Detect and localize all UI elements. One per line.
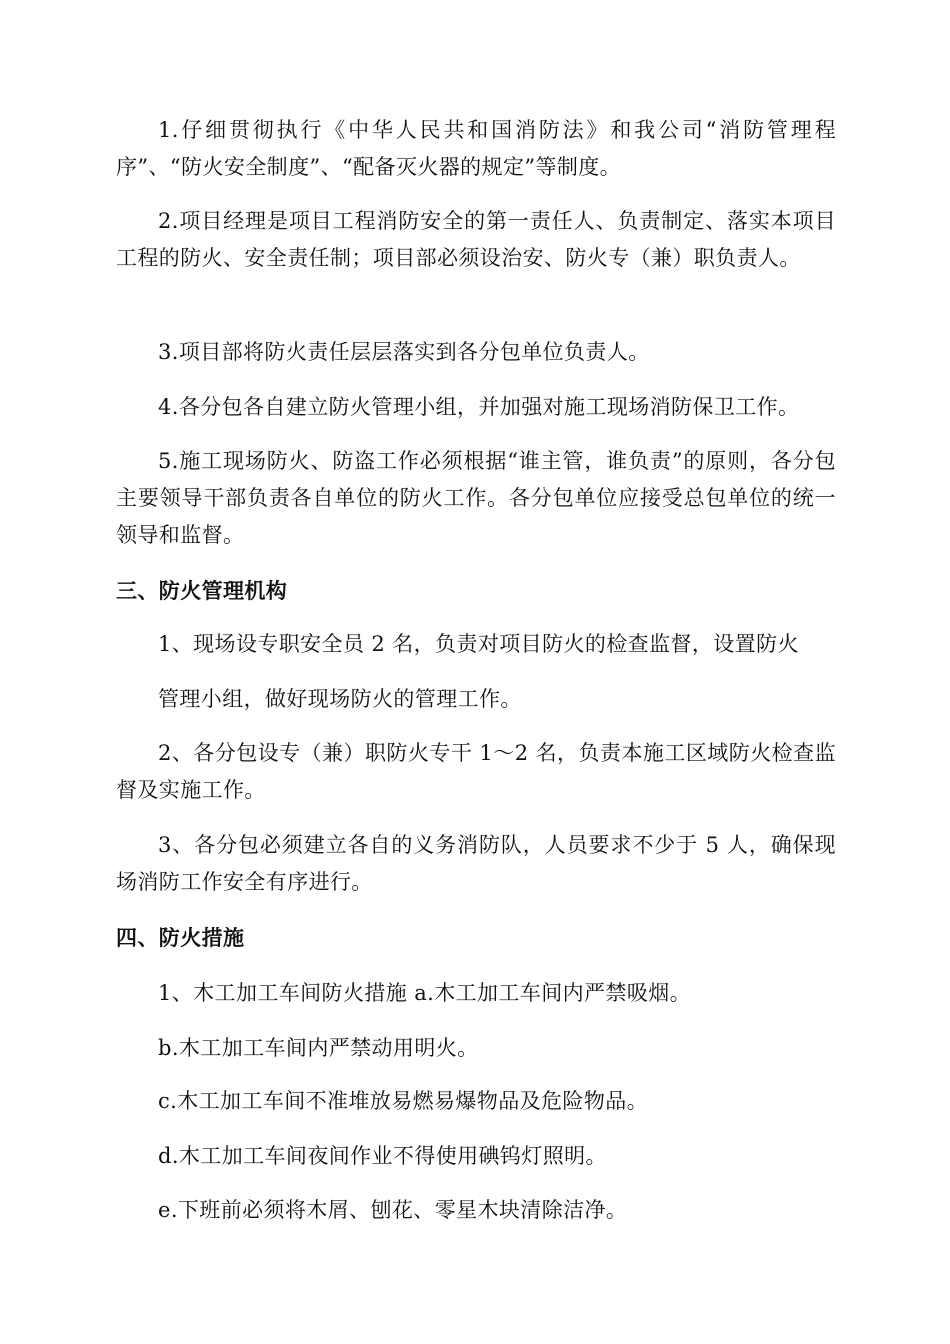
section3-item-3: 3、各分包必须建立各自的义务消防队，人员要求不少于 5 人，确保现场消防工作安全有序进行。 — [116, 833, 836, 894]
paragraph-5: 5.施工现场防火、防盗工作必须根据“谁主管，谁负责”的原则，各分包主要领导干部负责各自单位的防火工作。各分包单位应接受总包单位的统一领导和监督。 — [116, 449, 836, 547]
section3-item-1-continued: 管理小组，做好现场防火的管理工作。 — [158, 687, 522, 711]
section4-item-c: c.木工加工车间不准堆放易燃易爆物品及危险物品。 — [158, 1089, 649, 1113]
section3-item-2: 2、各分包设专（兼）职防火专干 1～2 名，负责本施工区域防火检查监督及实施工作。 — [116, 741, 836, 802]
paragraph-3: 3.项目部将防火责任层层落实到各分包单位负责人。 — [158, 340, 650, 364]
section-heading-3: 三、防火管理机构 — [116, 579, 288, 603]
paragraph-4: 4.各分包各自建立防火管理小组，并加强对施工现场消防保卫工作。 — [158, 395, 800, 419]
section4-item-d: d.木工加工车间夜间作业不得使用碘钨灯照明。 — [158, 1144, 607, 1168]
section4-item-1: 1、木工加工车间防火措施 a.木工加工车间内严禁吸烟。 — [158, 981, 692, 1005]
section4-item-b: b.木工加工车间内严禁动用明火。 — [158, 1036, 479, 1060]
section-heading-4: 四、防火措施 — [116, 926, 245, 950]
paragraph-1: 1.仔细贯彻执行《中华人民共和国消防法》和我公司“消防管理程序”、“防火安全制度”、“配备灭火器的规定”等制度。 — [116, 118, 836, 179]
section4-item-e: e.下班前必须将木屑、刨花、零星木块清除洁净。 — [158, 1198, 628, 1222]
paragraph-2: 2.项目经理是项目工程消防安全的第一责任人、负责制定、落实本项目工程的防火、安全责任制；项目部必须设治安、防火专（兼）职负责人。 — [116, 209, 836, 270]
section3-item-1: 1、现场设专职安全员 2 名，负责对项目防火的检查监督，设置防火 — [158, 632, 799, 656]
